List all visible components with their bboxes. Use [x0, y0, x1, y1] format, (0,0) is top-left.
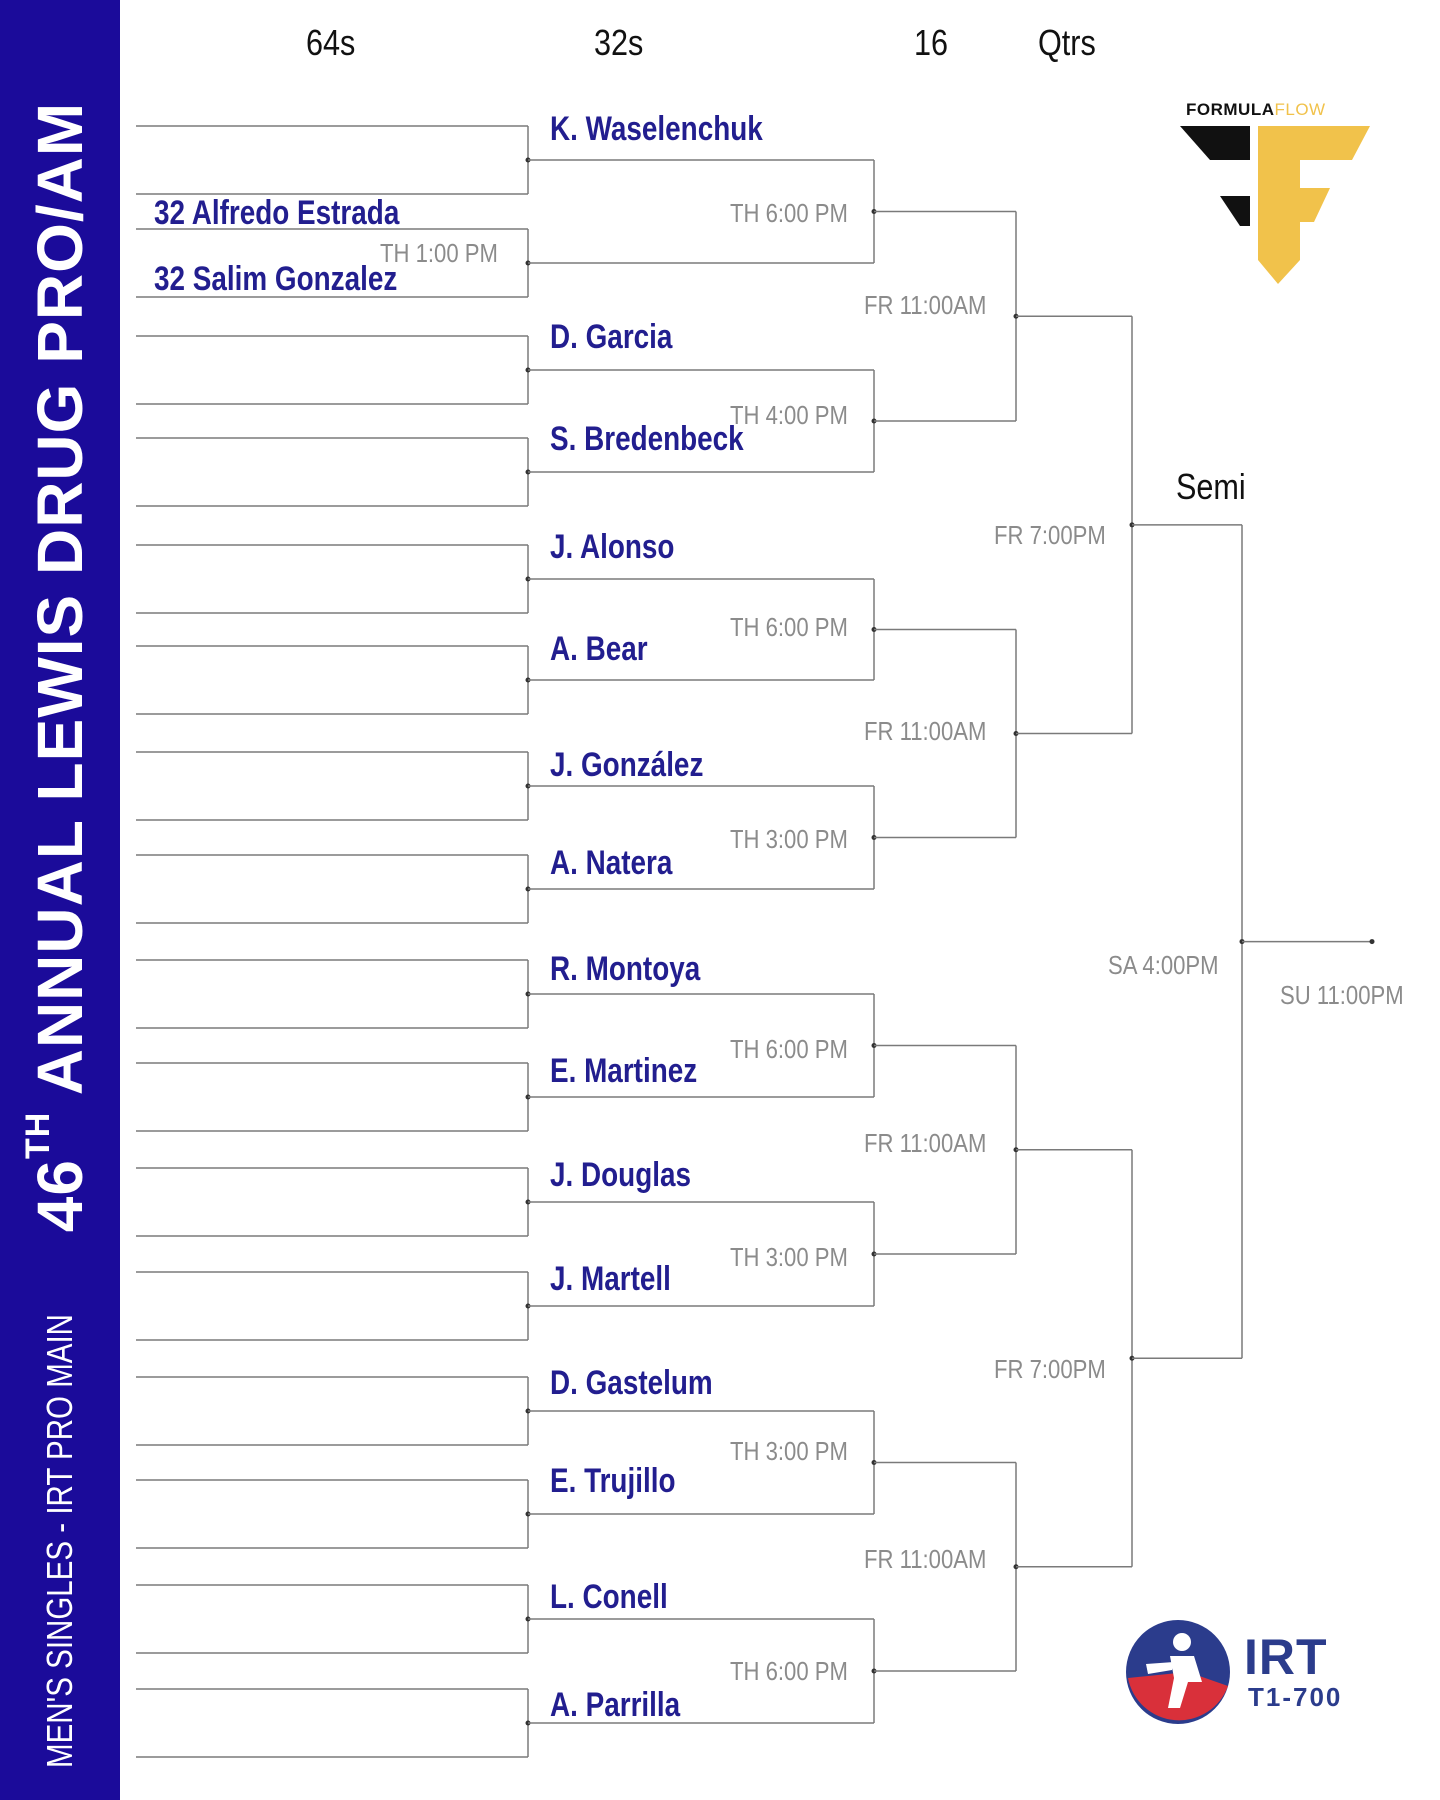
r32-player: L. Conell	[550, 1578, 668, 1616]
r32-match-time: TH 3:00 PM	[730, 1242, 848, 1272]
r32-player: E. Martinez	[550, 1052, 698, 1090]
r16-match-time: FR 11:00AM	[864, 1544, 987, 1574]
final-match-time: SU 11:00PM	[1280, 980, 1404, 1010]
round-header-64s: 64s	[306, 22, 356, 63]
r64-player: 32 Salim Gonzalez	[154, 260, 398, 298]
r32-match-time: TH 4:00 PM	[730, 400, 848, 430]
r64-match-time: TH 1:00 PM	[380, 238, 498, 268]
r32-match-time: TH 6:00 PM	[730, 198, 848, 228]
r16-match-time: FR 11:00AM	[864, 290, 987, 320]
qtr-match-time: FR 7:00PM	[994, 1354, 1106, 1384]
r32-player: J. Martell	[550, 1260, 671, 1298]
r32-player: J. Douglas	[550, 1156, 691, 1194]
r32-player: A. Parrilla	[550, 1686, 681, 1724]
r32-match-time: TH 6:00 PM	[730, 1656, 848, 1686]
semi-match-time: SA 4:00PM	[1108, 950, 1219, 980]
r64-player: 32 Alfredo Estrada	[154, 194, 400, 232]
r32-player: E. Trujillo	[550, 1462, 676, 1500]
qtr-match-time: FR 7:00PM	[994, 520, 1106, 550]
r16-match-time: FR 11:00AM	[864, 1128, 987, 1158]
formula-flow-logo-icon	[1180, 98, 1370, 288]
r32-player: R. Montoya	[550, 950, 701, 988]
r32-match-time: TH 3:00 PM	[730, 1436, 848, 1466]
round-header-16: 16	[914, 22, 949, 63]
r32-player: A. Natera	[550, 844, 673, 882]
round-header-32s: 32s	[594, 22, 644, 63]
r32-match-time: TH 6:00 PM	[730, 1034, 848, 1064]
r32-player: J. Alonso	[550, 528, 675, 566]
formula-flow-wordmark: FORMULAFLOW	[1186, 100, 1326, 119]
r32-player: J. González	[550, 746, 704, 784]
r32-player: S. Bredenbeck	[550, 420, 744, 458]
r32-player: A. Bear	[550, 630, 648, 668]
r32-player: D. Gastelum	[550, 1364, 713, 1402]
r16-match-time: FR 11:00AM	[864, 716, 987, 746]
irt-tier-label: T1-700	[1248, 1682, 1343, 1712]
draw-subtitle: MEN'S SINGLES - IRT PRO MAIN	[39, 1314, 80, 1768]
round-header-semi: Semi	[1176, 466, 1246, 507]
irt-wordmark: IRT	[1244, 1629, 1328, 1685]
r32-match-time: TH 6:00 PM	[730, 612, 848, 642]
r32-player: K. Waselenchuk	[550, 110, 763, 148]
round-header-qtrs: Qtrs	[1038, 22, 1096, 63]
r32-player: D. Garcia	[550, 318, 673, 356]
bracket-node	[1370, 939, 1375, 944]
r32-match-time: TH 3:00 PM	[730, 824, 848, 854]
event-title: 46TH ANNUAL LEWIS DRUG PRO/AM	[19, 101, 96, 1233]
